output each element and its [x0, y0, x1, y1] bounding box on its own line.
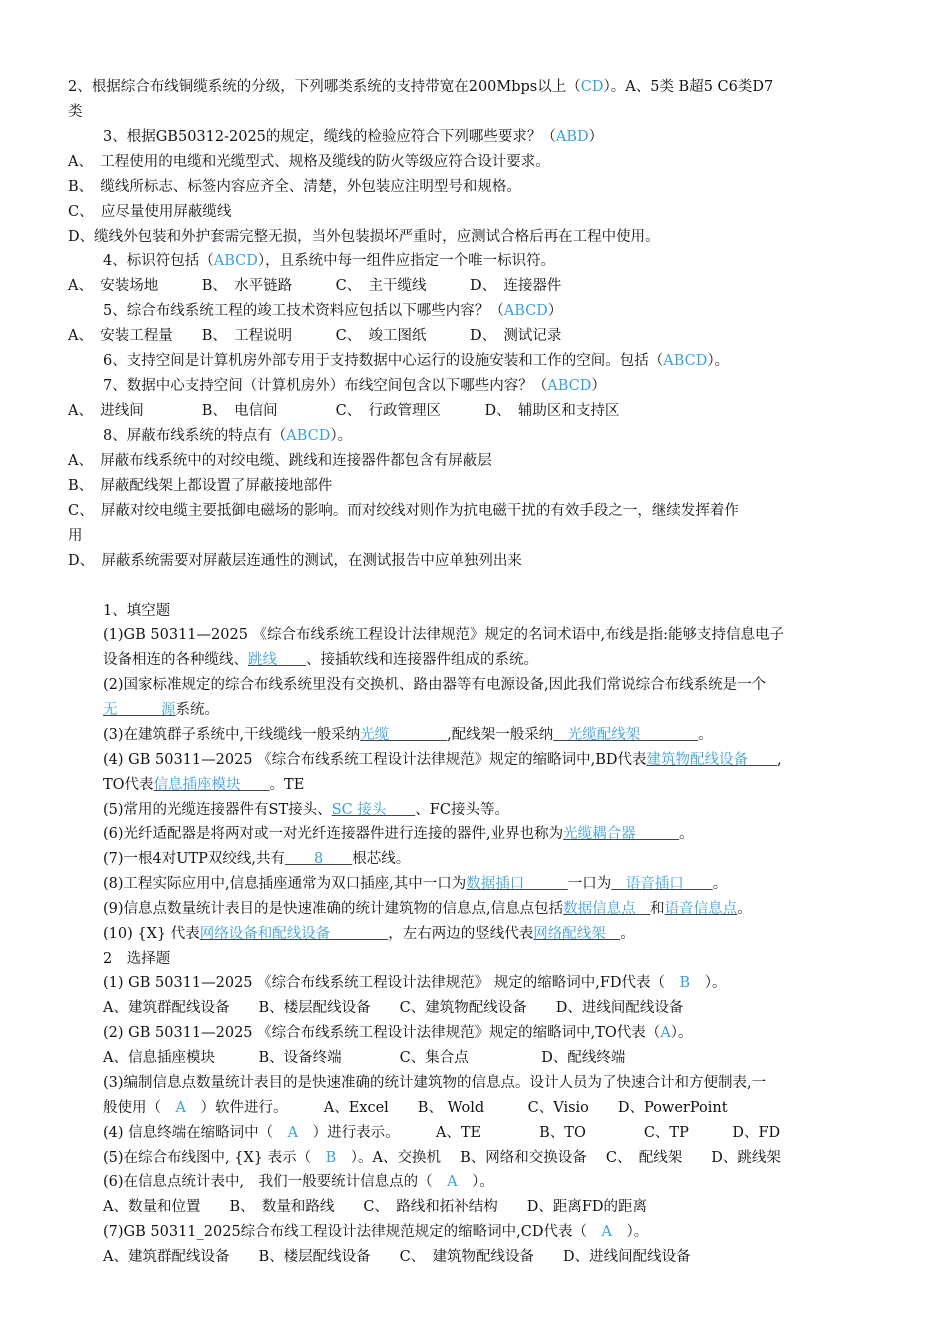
choice-2: (2) GB 50311—2025 《综合布线系统工程设计法律规范》规定的缩略词中,TO代表（A）。 — [103, 1025, 693, 1041]
question-7: 7、数据中心支持空间（计算机房外）布线空间包含以下哪些内容？（ABCD） — [103, 378, 606, 394]
option-8b: B、 屏蔽配线架上都设置了屏蔽接地部件 — [68, 478, 333, 494]
choice-5: (5)在综合布线图中, {X} 表示（ B ）。A、交换机 B、网络和交换设备 C、 配线架 D、跳线架 — [103, 1150, 781, 1166]
fill-8: (8)工程实际应用中,信息插座通常为双口插座,其中一口为数据插口 一口为 语音插口 。 — [103, 876, 728, 892]
fill-2: (2)国家标准规定的综合布线系统里没有交换机、路由器等有电源设备,因此我们常说综合布线系统是一个 — [103, 677, 767, 693]
section-title-fill: 1、填空题 — [103, 603, 171, 619]
option-8a: A、 屏蔽布线系统中的对绞电缆、跳线和连接器件都包含有屏蔽层 — [68, 453, 492, 469]
fill-7: (7)一根4对UTP双绞线,共有 8 根芯线。 — [103, 851, 411, 867]
choice-6: (6)在信息点统计表中, 我们一般要统计信息点的（ A ）。 — [103, 1174, 494, 1190]
choice-7-options: A、建筑群配线设备 B、楼层配线设备 C、 建筑物配线设备 D、进线间配线设备 — [103, 1249, 691, 1265]
options-4: A、 安装场地 B、 水平链路 C、 主干缆线 D、 连接器件 — [68, 278, 562, 294]
fill-10: (10) {X} 代表网络设备和配线设备 ，左右两边的竖线代表网络配线架 。 — [103, 926, 635, 942]
choice-2-options: A、信息插座模块 B、设备终端 C、集合点 D、配线终端 — [103, 1050, 626, 1066]
option-3b: B、 缆线所标志、标签内容应齐全、清楚，外包装应注明型号和规格。 — [68, 179, 521, 195]
option-3d: D、缆线外包装和外护套需完整无损，当外包装损坏严重时，应测试合格后再在工程中使用。 — [68, 229, 660, 245]
choice-3-cont: 般使用（ A ）软件进行。 A、Excel B、 Wold C、Visio D、PowerPoint — [103, 1100, 728, 1116]
question-5: 5、综合布线系统工程的竣工技术资料应包括以下哪些内容？（ABCD） — [103, 303, 563, 319]
choice-6-options: A、数量和位置 B、 数量和路线 C、 路线和拓补结构 D、距离FD的距离 — [103, 1199, 648, 1215]
fill-6: (6)光纤适配器是将两对或一对光纤连接器件进行连接的器件,业界也称为光缆耦合器 。 — [103, 826, 694, 842]
option-8c-cont: 用 — [68, 528, 83, 544]
choice-4: (4) 信息终端在缩略词中（ A ）进行表示。 A、TE B、TO C、TP D、FD — [103, 1125, 781, 1141]
fill-2-cont: 无 源系统。 — [103, 702, 219, 718]
choice-7: (7)GB 50311_2025综合布线工程设计法律规范规定的缩略词中,CD代表（ A ）。 — [103, 1224, 649, 1240]
fill-3: (3)在建筑群子系统中,干线缆线一般采纳光缆 ,配线架一般采纳 光缆配线架 。 — [103, 727, 713, 743]
question-6: 6、支持空间是计算机房外部专用于支持数据中心运行的设施安装和工作的空间。包括（ABCD）。 — [103, 353, 730, 369]
option-3c: C、 应尽量使用屏蔽缆线 — [68, 204, 232, 220]
fill-5: (5)常用的光缆连接器件有ST接头、SC 接头 、FC接头等。 — [103, 802, 509, 818]
options-5: A、 安装工程量 B、 工程说明 C、 竣工图纸 D、 测试记录 — [68, 328, 562, 344]
question-2-cont: 类 — [68, 104, 83, 120]
fill-1: (1)GB 50311—2025 《综合布线系统工程设计法律规范》规定的名词术语中,布线是指:能够支持信息电子 — [103, 627, 785, 643]
choice-1: (1) GB 50311—2025 《综合布线系统工程设计法律规范》 规定的缩略词中,FD代表（ B ）。 — [103, 975, 727, 991]
choice-1-options: A、建筑群配线设备 B、楼层配线设备 C、建筑物配线设备 D、进线间配线设备 — [103, 1000, 684, 1016]
section-title-choice: 2 选择题 — [103, 951, 171, 967]
options-7: A、 进线间 B、 电信间 C、 行政管理区 D、 辅助区和支持区 — [68, 403, 620, 419]
fill-1-cont: 设备相连的各种缆线、跳线 、接插软线和连接器件组成的系统。 — [103, 652, 538, 668]
choice-3: (3)编制信息点数量统计表目的是快速准确的统计建筑物的信息点。设计人员为了快速合计和方便制表,一 — [103, 1075, 767, 1091]
question-2: 2、根据综合布线铜缆系统的分级，下列哪类系统的支持带宽在200Mbps以上（CD）。A、5类 B超5 C6类D7 — [68, 79, 774, 95]
question-8: 8、屏蔽布线系统的特点有（ABCD）。 — [103, 428, 353, 444]
fill-4: (4) GB 50311—2025 《综合布线系统工程设计法律规范》规定的缩略词中,BD代表建筑物配线设备 , — [103, 752, 782, 768]
question-3: 3、根据GB50312-2025的规定，缆线的检验应符合下列哪些要求？（ABD） — [103, 129, 604, 145]
fill-4-cont: TO代表信息插座模块 。TE — [103, 777, 305, 793]
option-3a: A、 工程使用的电缆和光缆型式、规格及缆线的防火等级应符合设计要求。 — [68, 154, 550, 170]
option-8c: C、 屏蔽对绞电缆主要抵御电磁场的影响。而对绞线对则作为抗电磁干扰的有效手段之一，继续发挥着作 — [68, 503, 739, 519]
fill-9: (9)信息点数量统计表目的是快速准确的统计建筑物的信息点,信息点包括数据信息点 和语音信息点。 — [103, 901, 752, 917]
option-8d: D、 屏蔽系统需要对屏蔽层连通性的测试，在测试报告中应单独列出来 — [68, 553, 522, 569]
question-4: 4、标识符包括（ABCD），且系统中每一组件应指定一个唯一标识符。 — [103, 253, 556, 269]
